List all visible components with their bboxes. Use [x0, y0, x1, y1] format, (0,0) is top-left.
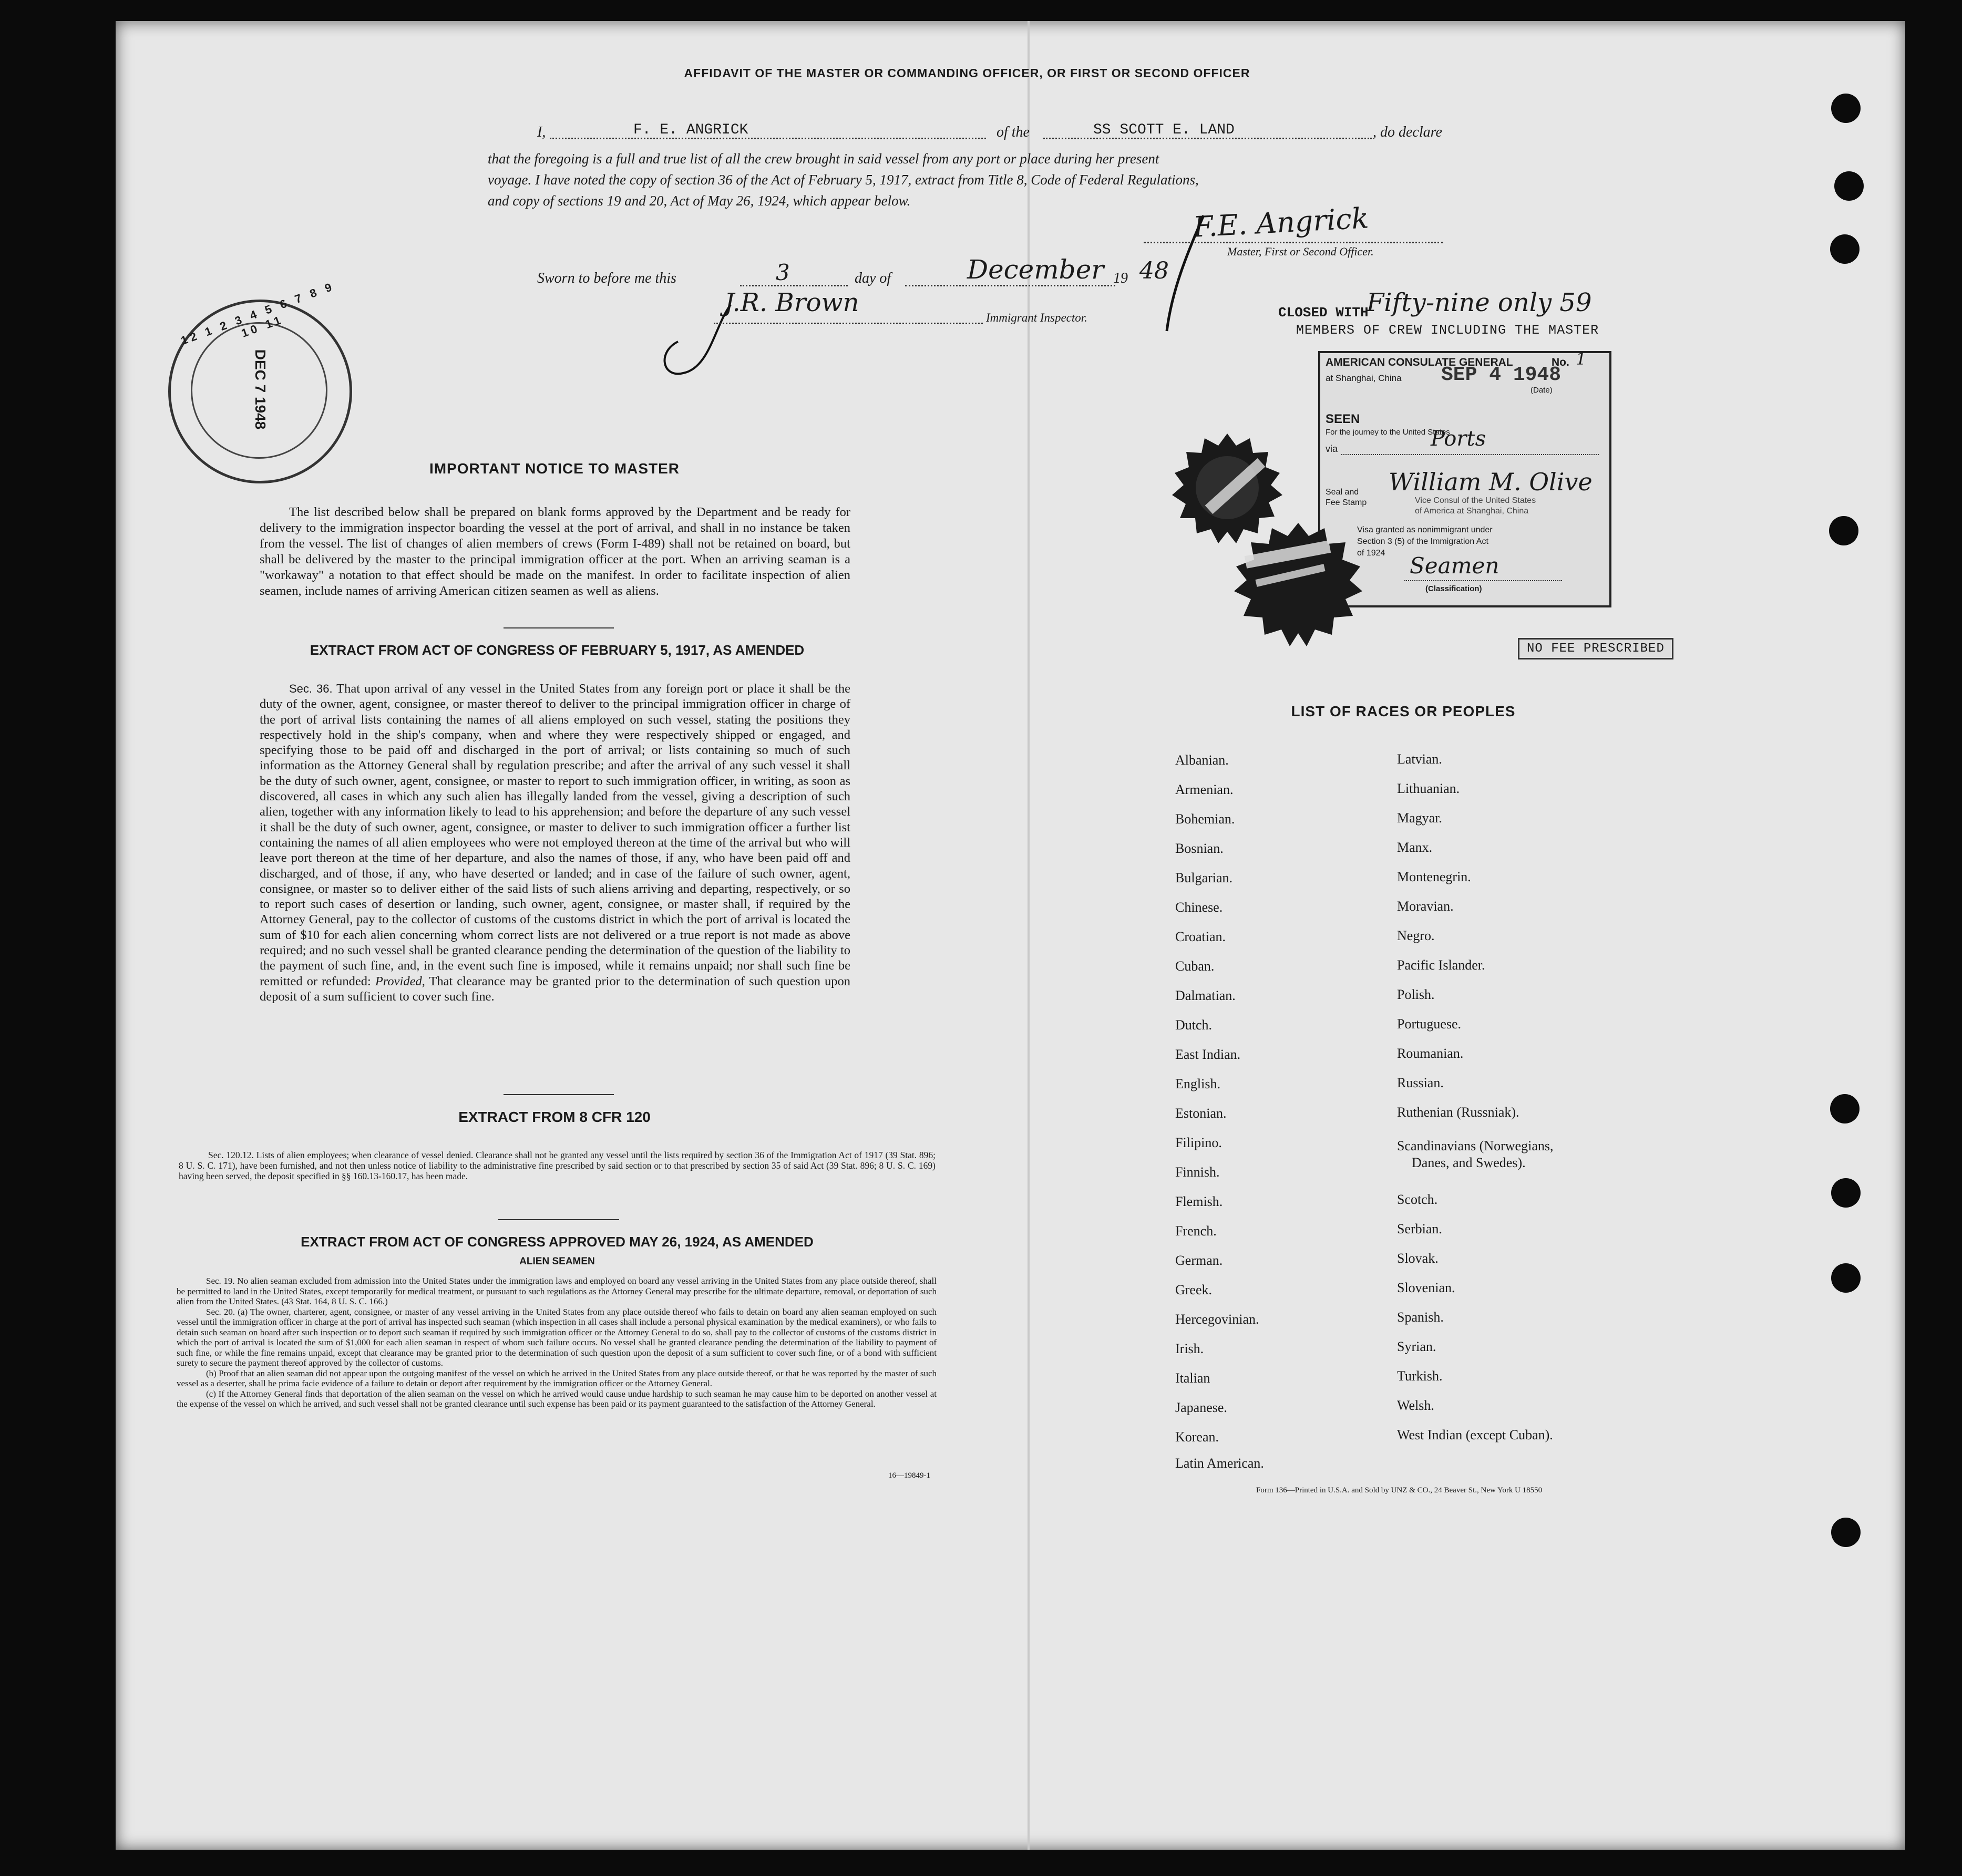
master-name: F. E. ANGRICK — [633, 122, 748, 138]
race-left: Italian — [1175, 1370, 1210, 1386]
race-right: Ruthenian (Russniak). — [1397, 1105, 1519, 1120]
round-stamp-date: DEC 7 1948 — [252, 349, 269, 430]
i-label: I, — [537, 124, 546, 140]
race-right: Moravian. — [1397, 899, 1454, 914]
sworn-month-line — [905, 285, 1115, 286]
inspector-signature: J.R. Brown — [724, 288, 859, 317]
consulate-date-label: (Date) — [1530, 386, 1553, 395]
consulate-no-value: 1 — [1576, 349, 1587, 369]
extract-1917-body — [260, 681, 850, 1004]
binder-hole — [1834, 171, 1864, 201]
divider — [504, 1094, 614, 1095]
race-right: Syrian. — [1397, 1339, 1436, 1354]
inspector-signature-line — [714, 323, 983, 324]
race-left: English. — [1175, 1076, 1220, 1091]
master-caption: Master, First or Second Officer. — [1227, 245, 1374, 258]
race-right: Lithuanian. — [1397, 781, 1460, 796]
closed-with-count: Fifty-nine only 59 — [1367, 288, 1592, 317]
extract-1917-text: That upon arrival of any vessel in the United States from any foreign port or place it shall be the duty of the owner, agent, consignee, or master thereof to deliver to the principal immigration officer in charge of the port of arrival lists containing the names of all aliens employed on such vessel, stating the positions they respectively hold in the ship's company, when and where they were respectively shipped or engaged, and specifying those to be paid off and discharged in the port of arrival; or lists containing so much of such information as the Attorney General shall by regulation prescribe; and after the arrival of any such vessel it shall be the duty of such owner, agent, consignee, or master to report to such immigration officer, in writing, as soon as discovered, all cases in which any such alien has illegally landed from the vessel, giving a description of such alien, together with any information likely to lead to his apprehension; and before the departure of any such vessel it shall be the duty of such owner, agent, consignee, or master to deliver to such immigration officer a further list containing the names of all alien employees who were not employed thereon at the time of the arrival but who will leave port thereon at the time of her departure, and also the names of those, if any, who have been paid off and discharged, and of those, if any, who have deserted or landed; and in case of the failure of such owner, agent, consignee, or master so to deliver either of the said lists of such aliens arriving and departing, respectively, or so to report such cases of desertion or landing, such owner, agent, consignee, or master shall, if required by the Attorney General, pay to the collector of customs of the customs district in which the port of arrival is located the sum of $10 for each alien concerning whom correct lists are not delivered or a true report is not made as above required; and no such vessel shall be granted clearance pending the determination of the question of the liability to the payment of such fine, and, in the event such fine is imposed, while it remains unpaid; nor shall such fine be remitted or refunded: — [260, 682, 851, 988]
sworn-label: Sworn to before me this — [537, 270, 676, 286]
extract-cfr-sec-label: Sec. 120.12. — [208, 1150, 254, 1160]
binder-hole — [1831, 1518, 1861, 1547]
affidavit-title: AFFIDAVIT OF THE MASTER OR COMMANDING OFFICER, OR FIRST OR SECOND OFFICER — [684, 66, 1250, 80]
sec20c-text: (c) If the Attorney General finds that deportation of the alien seaman on the vessel on which he arrived would cause undue hardship to such seaman he may cause him to be deported on another vessel at the expense of the vessel on which he arrived, and such vessel shall not be granted clearance until such expense has been paid or its payment guaranteed to the satisfaction of the Attorney General. — [177, 1388, 937, 1409]
race-left: German. — [1175, 1253, 1223, 1268]
race-left: Dalmatian. — [1175, 988, 1236, 1003]
sworn-day: 3 — [776, 260, 790, 285]
sec20b-text: (b) Proof that an alien seaman did not appear upon the outgoing manifest of the vessel on which he arrived in the United States from any place outside thereof, or that he was reported by the master of such vessel as a deserter, shall be prima facie evidence of a failure to detain or deport after requirement by the immigration officer or the Attorney General. — [177, 1368, 937, 1388]
of-the-label: of the — [997, 124, 1030, 140]
race-right: Turkish. — [1397, 1368, 1443, 1384]
binder-hole — [1831, 1178, 1861, 1208]
race-right: Polish. — [1397, 987, 1435, 1002]
vessel-name: SS SCOTT E. LAND — [1093, 122, 1235, 138]
extract-cfr-text: Lists of alien employees; when clearance of vessel denied. Clearance shall not be granted any vessel until the lists required by section 36 of the Immigration Act of 1917 (39 Stat. 896; 8 U. S. C. 171), have been furnished, and not then unless notice of liability to the administrative fine prescribed by said section or to that prescribed by section 35 of said Act (39 Stat. 896; 8 U. S. C. 169) having been served, the deposit specified in §§ 160.13-160.17, has been made. — [179, 1150, 936, 1181]
race-right: Pacific Islander. — [1397, 957, 1485, 973]
consulate-signature: William M. Olive — [1389, 468, 1593, 496]
sworn-day-line — [740, 285, 848, 286]
race-right: Russian. — [1397, 1075, 1444, 1090]
extract-1917-text-end: That clearance may be granted prior to the determination of such question upon deposit of a sum sufficient to cover such fine. — [260, 974, 851, 1004]
sec19-label: Sec. 19. — [206, 1276, 235, 1286]
race-right: Slovak. — [1397, 1251, 1439, 1266]
consulate-via-value: Ports — [1431, 427, 1486, 451]
extract-cfr-heading: EXTRACT FROM 8 CFR 120 — [458, 1109, 651, 1125]
extract-1917-provided: Provided, — [375, 974, 425, 988]
consulate-classification-line — [1404, 580, 1562, 581]
do-declare-label: , do declare — [1373, 124, 1442, 140]
sec19-text: No alien seaman excluded from admission into the United States under the immigration laws and employed on board any vessel arriving in the United States from any place outside thereof, shall be permitted to land in the United States, except temporarily for medical treatment, or pursuant to such regulations as the Attorney General may prescribe for the ultimate departure, removal, or deportation of such alien from the United States. (43 Stat. 164, 8 U. S. C. 166.) — [177, 1276, 937, 1306]
races-heading: LIST OF RACES OR PEOPLES — [1291, 703, 1516, 719]
consulate-vice-consul: Vice Consul of the United States — [1415, 496, 1536, 505]
race-left: Flemish. — [1175, 1194, 1223, 1209]
binder-hole — [1831, 94, 1861, 123]
signature-flourish — [1151, 210, 1214, 336]
race-left: Irish. — [1175, 1341, 1204, 1356]
race-right: Serbian. — [1397, 1221, 1442, 1236]
affidavit-line-3: and copy of sections 19 and 20, Act of May 26, 1924, which appear below. — [488, 193, 911, 209]
affidavit-line-2: voyage. I have noted the copy of section 36 of the Act of February 5, 1917, extract from Title 8, Code of Federal Regulations, — [488, 172, 1199, 188]
race-left: Estonian. — [1175, 1106, 1227, 1121]
race-left: Chinese. — [1175, 900, 1223, 915]
race-right: Spanish. — [1397, 1310, 1444, 1325]
extract-1924-subheading: ALIEN SEAMEN — [519, 1256, 595, 1267]
race-left: Finnish. — [1175, 1164, 1220, 1180]
affidavit-body — [488, 148, 1472, 211]
consulate-journey: For the journey to the United States — [1326, 428, 1450, 437]
race-right: Roumanian. — [1397, 1046, 1464, 1061]
notice-body: The list described below shall be prepared on blank forms approved by the Department and be ready for delivery to the immigration inspector boarding the vessel at the port of arrival, and shall in no instance be taken from the vessel. The list of changes of alien members of crews (Form I-489) shall not be retained on board, but shall be delivered by the master to the principal immigration officer at the port. When an arriving seaman is a "workaway" a notation to that effect should be made on the manifest. In order to facilitate inspection of alien seamen, include names of arriving American citizen seamen as well as aliens. — [260, 505, 850, 598]
race-left: Cuban. — [1175, 958, 1215, 974]
extract-1924-heading: EXTRACT FROM ACT OF CONGRESS APPROVED MAY 26, 1924, AS AMENDED — [301, 1234, 814, 1250]
year-suffix: 48 — [1139, 257, 1169, 284]
race-right: Negro. — [1397, 928, 1435, 943]
round-date-stamp — [168, 279, 352, 483]
consulate-title: AMERICAN CONSULATE GENERAL — [1326, 356, 1513, 368]
race-right: Scandinavians (Norwegians, — [1397, 1138, 1554, 1153]
race-right: West Indian (except Cuban). — [1397, 1427, 1553, 1442]
affidavit-line-1: that the foregoing is a full and true list of all the crew brought in said vessel from any port or place during her present — [488, 151, 1159, 167]
consulate-vice-consul-2: of America at Shanghai, China — [1415, 507, 1529, 516]
no-fee-stamp: NO FEE PRESCRIBED — [1518, 638, 1673, 659]
race-right: Latvian. — [1397, 751, 1442, 767]
race-left: Latin American. — [1175, 1456, 1264, 1471]
master-signature: F.E. Angrick — [1192, 201, 1370, 244]
race-right: Danes, and Swedes). — [1412, 1155, 1526, 1170]
consulate-visa-line-2: Section 3 (5) of the Immigration Act — [1357, 537, 1488, 546]
inspector-caption: Immigrant Inspector. — [986, 311, 1087, 324]
notice-heading: IMPORTANT NOTICE TO MASTER — [429, 460, 680, 477]
closed-with-label: CLOSED WITH — [1278, 305, 1369, 321]
extract-cfr-body — [179, 1150, 936, 1181]
extract-1924-body — [177, 1276, 937, 1409]
race-left: Albanian. — [1175, 753, 1229, 768]
divider — [504, 627, 614, 628]
race-left: Armenian. — [1175, 782, 1234, 797]
consulate-fee-label: Fee Stamp — [1326, 498, 1367, 507]
binder-hole — [1829, 516, 1858, 545]
page-fold — [1028, 21, 1030, 1850]
consulate-visa-line-3: of 1924 — [1357, 549, 1385, 558]
race-left: Bulgarian. — [1175, 870, 1233, 885]
race-right: Montenegrin. — [1397, 869, 1471, 884]
inspector-flourish — [652, 294, 757, 384]
consulate-classification-label: (Classification) — [1425, 584, 1482, 593]
consulate-location: at Shanghai, China — [1326, 373, 1402, 383]
race-right: Scotch. — [1397, 1192, 1438, 1207]
extract-1917-heading: EXTRACT FROM ACT OF CONGRESS OF FEBRUARY 5, 1917, AS AMENDED — [310, 642, 805, 658]
closed-with-caption: MEMBERS OF CREW INCLUDING THE MASTER — [1296, 323, 1599, 338]
sec20-label: Sec. 20. — [206, 1306, 235, 1317]
race-left: Filipino. — [1175, 1135, 1222, 1150]
race-left: Croatian. — [1175, 929, 1226, 944]
consulate-seen: SEEN — [1326, 412, 1360, 426]
race-left: Bohemian. — [1175, 811, 1235, 827]
race-left: Dutch. — [1175, 1017, 1213, 1033]
year-prefix: 19 — [1113, 270, 1128, 286]
divider — [498, 1219, 619, 1220]
form-code: 16—19849-1 — [888, 1471, 930, 1480]
sworn-month: December — [967, 254, 1104, 285]
race-left: Hercegovinian. — [1175, 1312, 1259, 1327]
consulate-via-label: via — [1326, 444, 1338, 454]
race-left: French. — [1175, 1223, 1217, 1239]
sec20a-text: (a) The owner, charterer, agent, consignee, or master of any vessel arriving in the United States from any place outside thereof who fails to detain on board any alien seaman employed on such vessel until the immigration officer in charge at the port of arrival has inspected such seaman (which inspection in all cases shall include a personal physical examination by the medical examiners), or who fails to detain such seaman on board after such inspection or to deport such seaman if required by such immigration officer or the Attorney General to do so, shall pay to the collector of customs of the customs district in which the port of arrival is located the sum of $1,000 for each alien seaman in respect of whom such failure occurs. No vessel shall be granted clearance pending the determination of the liability to payment of such fine, or while the fine remains unpaid, except that clearance may be granted prior to the determination of such question upon the deposit of a sum sufficient to cover such fine, or of a bond with sufficient surety to secure the payment thereof approved by the collector of customs. — [177, 1306, 937, 1368]
fee-seal-lower — [1225, 520, 1372, 652]
race-right: Manx. — [1397, 840, 1433, 855]
consulate-seal-label: Seal and — [1326, 488, 1359, 497]
race-left: Korean. — [1175, 1429, 1219, 1445]
consulate-no-label: No. — [1552, 356, 1569, 368]
race-left: Japanese. — [1175, 1400, 1227, 1415]
consulate-classification: Seamen — [1410, 553, 1499, 579]
binder-hole — [1830, 1094, 1860, 1123]
race-left: Bosnian. — [1175, 841, 1224, 856]
day-of-label: day of — [855, 270, 891, 286]
round-stamp-ring: 12 1 2 3 4 5 6 7 8 9 10 11 — [179, 279, 337, 348]
race-right: Portuguese. — [1397, 1016, 1462, 1032]
race-left: East Indian. — [1175, 1047, 1241, 1062]
consulate-via-line — [1341, 454, 1599, 455]
race-right: Slovenian. — [1397, 1280, 1455, 1295]
master-name-line — [550, 138, 986, 139]
consulate-date: SEP 4 1948 — [1441, 364, 1562, 386]
extract-1917-sec-label: Sec. 36. — [289, 682, 333, 695]
binder-hole — [1831, 1263, 1861, 1293]
race-right: Magyar. — [1397, 810, 1442, 826]
consulate-visa-line-1: Visa granted as nonimmigrant under — [1357, 525, 1493, 534]
binder-hole — [1830, 234, 1860, 264]
race-left: Greek. — [1175, 1282, 1213, 1297]
form-footer: Form 136—Printed in U.S.A. and Sold by UNZ & CO., 24 Beaver St., New York U 18550 — [1256, 1486, 1543, 1494]
race-right: Welsh. — [1397, 1398, 1434, 1413]
